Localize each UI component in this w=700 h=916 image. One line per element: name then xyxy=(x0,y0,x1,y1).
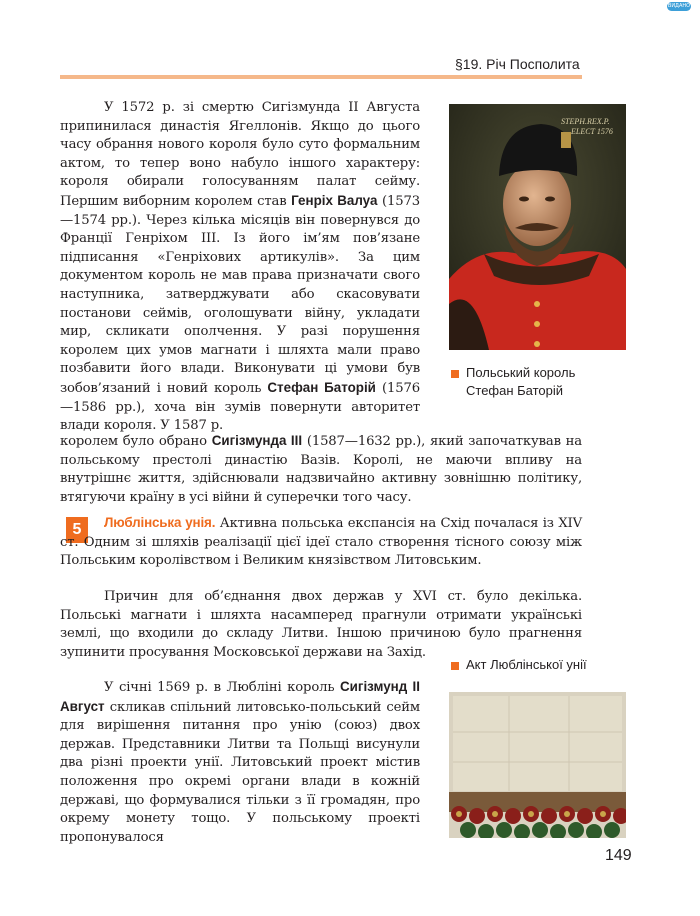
section-number-badge: 5 xyxy=(66,517,88,543)
caption-bullet xyxy=(451,662,459,670)
text-segment: (1573—1574 рр.). Через кілька місяців він повернувся до Франції Генріхом ІІІ. Із його ім’ям пов’язане підписання «Генріхових артикулів». За цим документом король не мав права призначати свого наступника, затверджувати або скасовувати постанови сеймів, оголошувати війну, укладати мир, скликати ополчення. У разі порушення королем цих умов магнати і шляхта мали право позбавити його влади. Виконувати ці умови був зобов’язаний і новий король xyxy=(60,193,420,396)
caption-line: Стефан Баторій xyxy=(466,383,564,398)
text-segment: скликав спільний литовсько-польський сейм для вирішення питання про унію (союз) двох держав. Представники Литви та Польщі висунули два різні проекти унії. Литовський проект містив положення про окремі органи влади в кожній державі, що формувалися тільки з її громадян, про окрему монету тощо. У польському проекті пропонувалося xyxy=(60,699,420,845)
portrait-painting xyxy=(449,104,626,350)
term-henry-valois: Генріх Валуа xyxy=(291,192,378,208)
paragraph-reasons xyxy=(60,588,582,662)
paragraph-dynasty-end xyxy=(60,99,420,436)
page-number: 149 xyxy=(605,847,632,864)
running-header: §19. Річ Посполита xyxy=(455,56,580,72)
header-divider xyxy=(60,75,582,79)
document-picture xyxy=(449,692,626,838)
paragraph-sigismund-iii xyxy=(60,432,582,507)
caption-line: Польський король xyxy=(466,365,576,380)
paragraph-lublin-sejm xyxy=(60,678,420,847)
section-title: Люблінська унія. xyxy=(104,515,216,530)
caption-bullet xyxy=(451,370,459,378)
term-stefan-batory: Стефан Баторій xyxy=(267,379,376,395)
portrait-inscription: STEPH.REX.P. xyxy=(561,117,610,126)
text-segment: (1576—1586 рр.), хоча він зумів повернути авторитет влади короля. У 1587 р. xyxy=(60,380,420,434)
document-caption: Акт Люблінської унії xyxy=(466,657,587,672)
portrait-stefan-batory xyxy=(449,104,626,350)
text-segment: Активна польська експансія на Схід почалася із XIV ст. Одним зі шляхів реалізації цієї ідеї стало створення тісного союзу між Польським королівством і Великим князівством Литовським. xyxy=(60,516,582,569)
portrait-caption xyxy=(466,364,626,400)
text-segment: королем було обрано xyxy=(60,434,212,449)
portrait-inscription-date: ELECT 1576 xyxy=(571,127,613,136)
text-segment: (1587—1632 рр.), який започаткував на польському престолі династію Вазів. Королі, не маючи впливу на внутрішнє життя, здійснювали надзвичайно активну зовнішню політику, втягуючи країну в усі війни й суперечки того часу. xyxy=(60,434,583,505)
text-segment: У 1572 р. зі смертю Сигізмунда ІІ Августа припинилася династія Ягеллонів. Якщо до цього часу обрання нового короля було суто формальним актом, то тепер воно набуло іншого характеру: короля обирали голосуванням палат сейму. Першим виборним королем став xyxy=(60,100,420,209)
publisher-badge: ВИДАНО xyxy=(667,3,691,9)
text-segment: Причин для об’єднання двох держав у XVI ст. було декілька. Польські магнати і шляхта насамперед прагнули отримати українські землі, що входили до складу Литви. Іншою причиною було прагнення зупинити просування Московської держави на Захід. xyxy=(60,589,582,660)
text-segment: У січні 1569 р. в Любліні король xyxy=(104,680,340,695)
paragraph-lublin-union xyxy=(60,514,582,571)
term-sigismund-ii-august: Сигізмунд ІІ Август xyxy=(60,679,420,714)
term-sigismund-iii: Сигізмунда ІІІ xyxy=(211,433,303,448)
lublin-union-act-image xyxy=(449,692,626,838)
